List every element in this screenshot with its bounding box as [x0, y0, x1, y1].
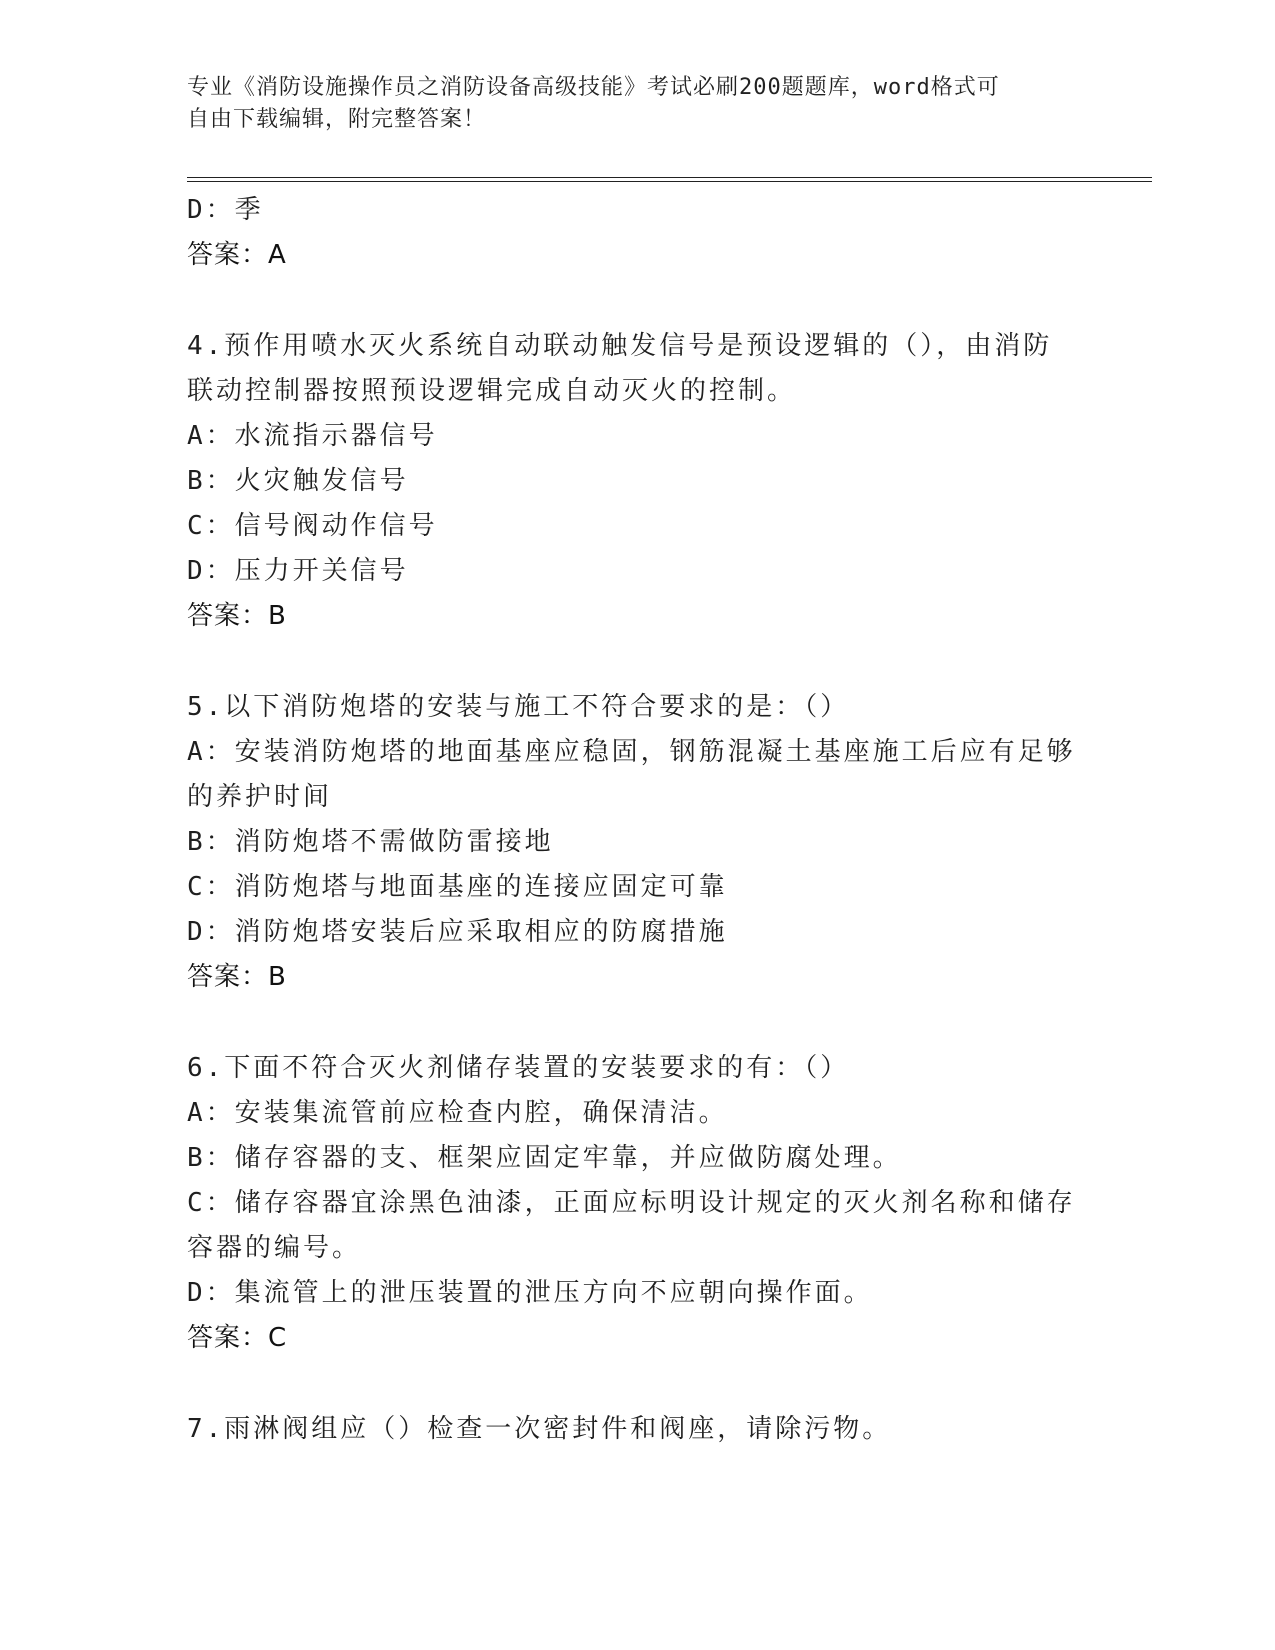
question-5-stem: 5.以下消防炮塔的安装与施工不符合要求的是：（）	[187, 692, 850, 722]
document-header	[187, 72, 1067, 136]
question-4-stem-line-2: 联动控制器按照预设逻辑完成自动灭火的控制。	[187, 376, 797, 406]
question-5-option-c: C：消防炮塔与地面基座的连接应固定可靠	[187, 872, 728, 902]
question-7	[187, 1407, 1087, 1452]
question-5-option-b: B：消防炮塔不需做防雷接地	[187, 827, 554, 857]
question-6-option-a: A：安装集流管前应检查内腔，确保清洁。	[187, 1098, 728, 1128]
header-line-1: 专业《消防设施操作员之消防设备高级技能》考试必刷200题题库，word格式可	[187, 75, 1000, 100]
header-divider-bottom	[187, 181, 1152, 182]
question-5-option-a-line-2: 的养护时间	[187, 782, 333, 812]
question-4-stem-line-1: 4.预作用喷水灭火系统自动联动触发信号是预设逻辑的（），由消防	[187, 331, 1053, 361]
question-5-option-a-line-1: A：安装消防炮塔的地面基座应稳固，钢筋混凝土基座施工后应有足够	[187, 737, 1076, 767]
question-6-stem: 6.下面不符合灭火剂储存装置的安装要求的有：（）	[187, 1053, 850, 1083]
question-4-option-d: D：压力开关信号	[187, 556, 409, 586]
question-6	[187, 1046, 1087, 1361]
question-4-option-a: A：水流指示器信号	[187, 421, 438, 451]
question-4	[187, 324, 1087, 639]
question-content	[187, 188, 1087, 1452]
question-6-option-b: B：储存容器的支、框架应固定牢靠，并应做防腐处理。	[187, 1143, 902, 1173]
header-divider-top	[187, 177, 1152, 178]
q3-answer: 答案：A	[187, 240, 287, 270]
question-4-answer: 答案：B	[187, 601, 287, 631]
question-5-option-d: D：消防炮塔安装后应采取相应的防腐措施	[187, 917, 728, 947]
question-5	[187, 685, 1087, 1000]
question-7-stem: 7.雨淋阀组应（）检查一次密封件和阀座，请除污物。	[187, 1414, 892, 1444]
question-6-option-c-line-2: 容器的编号。	[187, 1233, 362, 1263]
question-6-option-d: D：集流管上的泄压装置的泄压方向不应朝向操作面。	[187, 1278, 873, 1308]
q3-option-d: D：季	[187, 195, 264, 225]
question-6-answer: 答案：C	[187, 1323, 288, 1353]
question-6-option-c-line-1: C：储存容器宜涂黑色油漆，正面应标明设计规定的灭火剂名称和储存	[187, 1188, 1076, 1218]
question-5-answer: 答案：B	[187, 962, 287, 992]
question-4-option-c: C：信号阀动作信号	[187, 511, 438, 541]
header-line-2: 自由下载编辑，附完整答案！	[187, 107, 487, 132]
question-4-option-b: B：火灾触发信号	[187, 466, 409, 496]
